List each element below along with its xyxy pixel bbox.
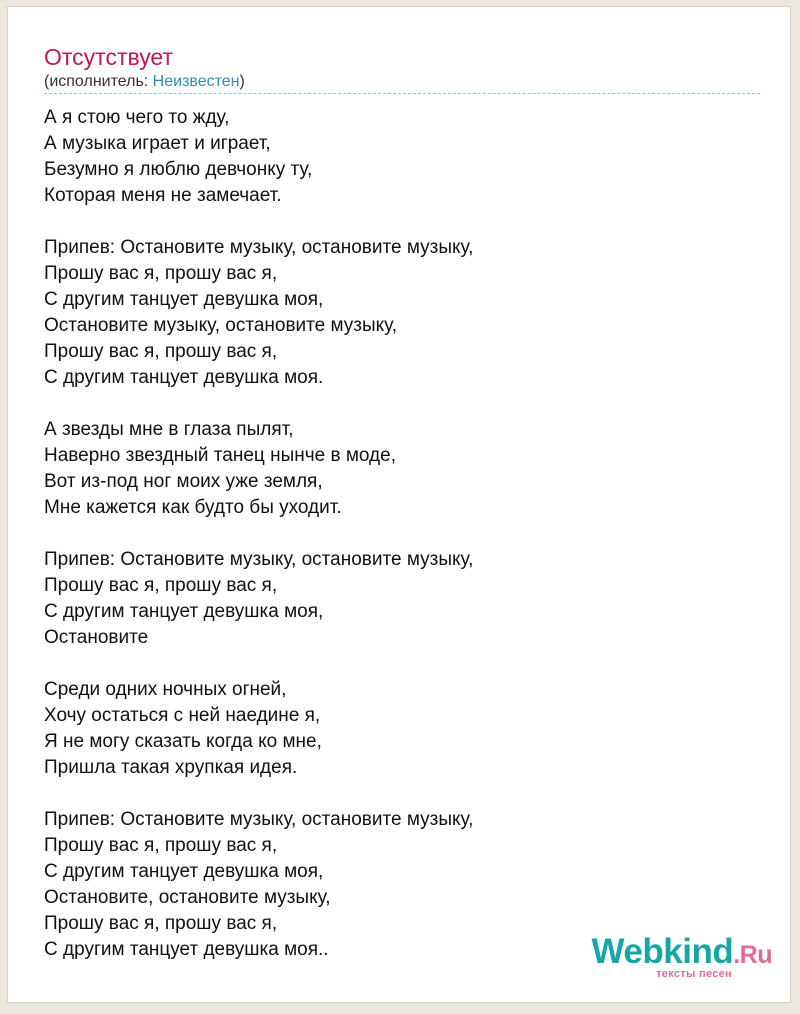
lyrics-line: Я не могу сказать когда ко мне, — [44, 731, 322, 752]
lyrics-line: Мне кажется как будто бы уходит. — [44, 497, 342, 518]
lyrics-line: Припев: Остановите музыку, остановите музыку, — [44, 809, 474, 830]
lyrics-line: Остановите музыку, остановите музыку, — [44, 315, 398, 336]
lyrics-line: А звезды мне в глаза пылят, — [44, 419, 294, 440]
lyrics-line: С другим танцует девушка моя, — [44, 601, 324, 622]
logo-word: Webkind — [591, 932, 734, 971]
lyrics-line: Безумно я люблю девчонку ту, — [44, 159, 313, 180]
lyrics-line: Прошу вас я, прошу вас я, — [44, 575, 278, 596]
lyrics-line: Остановите, остановите музыку, — [44, 887, 331, 908]
lyrics-line: Среди одних ночных огней, — [44, 679, 287, 700]
lyrics-page — [7, 6, 791, 1003]
lyrics-line: Прошу вас я, прошу вас я, — [44, 835, 278, 856]
logo-tagline: тексты песен — [656, 968, 732, 980]
lyrics-text — [44, 105, 764, 989]
artist-line — [44, 72, 245, 92]
lyrics-line: Прошу вас я, прошу вас я, — [44, 913, 278, 934]
lyrics-line: С другим танцует девушка моя. — [44, 367, 324, 388]
dashed-divider — [44, 93, 760, 94]
lyrics-line: Хочу остаться с ней наедине я, — [44, 705, 321, 726]
lyrics-stanza — [44, 105, 764, 209]
lyrics-stanza — [44, 677, 764, 781]
lyrics-stanza — [44, 547, 764, 651]
lyrics-line: А я стою чего то жду, — [44, 107, 230, 128]
artist-suffix: ) — [239, 73, 245, 90]
lyrics-line: Остановите — [44, 627, 149, 648]
lyrics-line: С другим танцует девушка моя, — [44, 289, 324, 310]
lyrics-line: Припев: Остановите музыку, остановите музыку, — [44, 549, 474, 570]
lyrics-line: Пришла такая хрупкая идея. — [44, 757, 298, 778]
lyrics-line: Припев: Остановите музыку, остановите музыку, — [44, 237, 474, 258]
song-title: Отсутствует — [44, 44, 173, 70]
lyrics-line: Прошу вас я, прошу вас я, — [44, 341, 278, 362]
artist-prefix: (исполнитель: — [44, 73, 153, 90]
lyrics-line: А музыка играет и играет, — [44, 133, 271, 154]
lyrics-line: Которая меня не замечает. — [44, 185, 282, 206]
logo-tld: .Ru — [733, 941, 772, 969]
lyrics-line: Наверно звездный танец нынче в моде, — [44, 445, 396, 466]
lyrics-line: С другим танцует девушка моя.. — [44, 939, 329, 960]
artist-link[interactable]: Неизвестен — [152, 73, 240, 90]
lyrics-line: Прошу вас я, прошу вас я, — [44, 263, 278, 284]
lyrics-stanza — [44, 417, 764, 521]
lyrics-stanza — [44, 235, 764, 391]
lyrics-line: С другим танцует девушка моя, — [44, 861, 324, 882]
webkind-logo[interactable] — [572, 932, 772, 988]
lyrics-line: Вот из-под ног моих уже земля, — [44, 471, 323, 492]
